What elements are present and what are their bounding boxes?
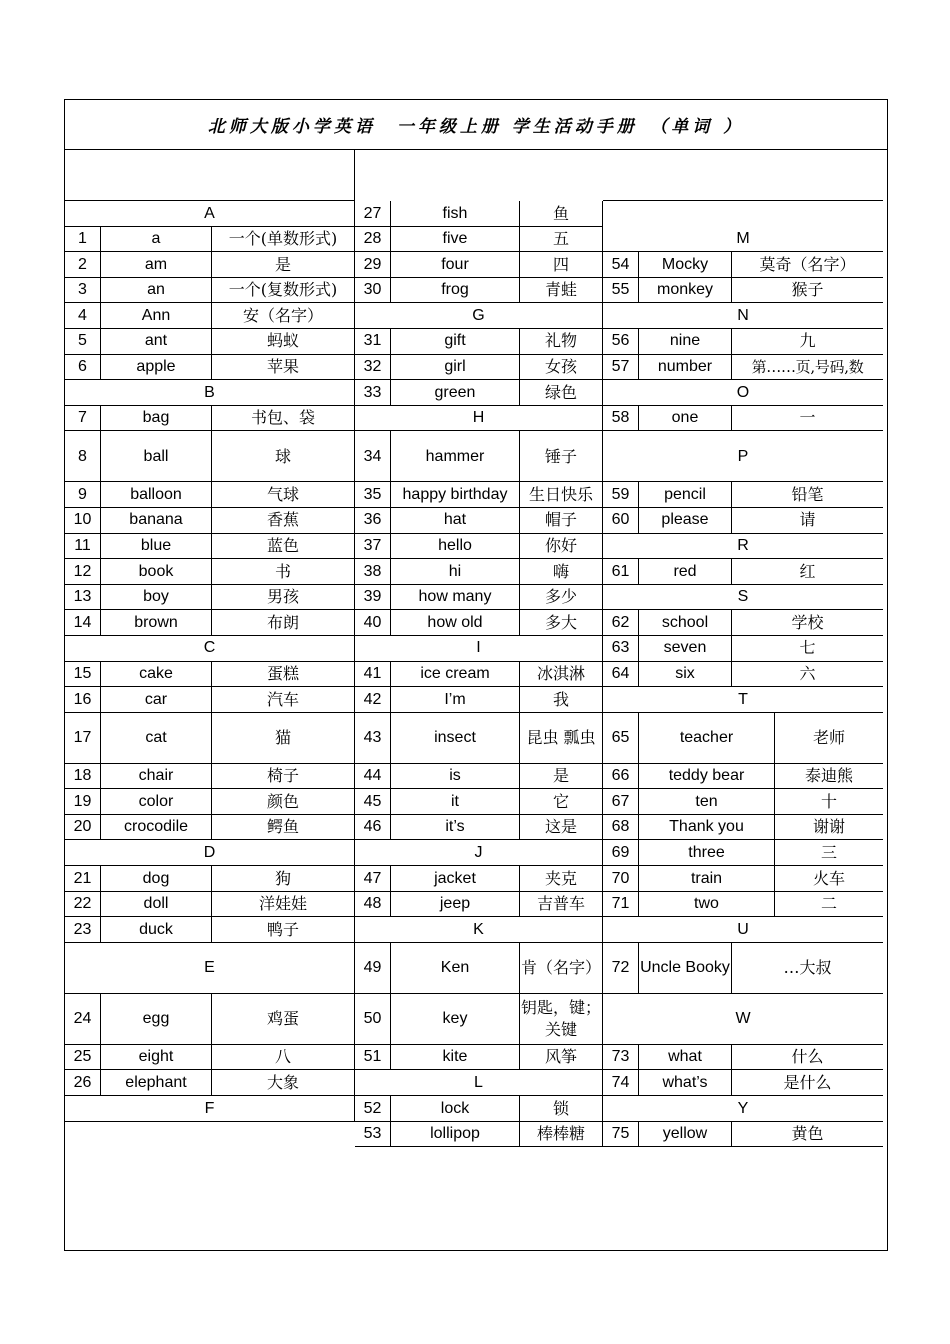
word-english: green	[391, 380, 520, 406]
word-number: 22	[65, 892, 101, 918]
section-header-g: G	[355, 303, 603, 329]
word-english: elephant	[101, 1070, 212, 1096]
word-chinese: 鸡蛋	[212, 994, 355, 1045]
word-english: Uncle Booky	[639, 943, 732, 994]
section-header-a: A	[65, 201, 355, 227]
word-english: chair	[101, 764, 212, 790]
word-english: how many	[391, 585, 520, 611]
word-number: 29	[355, 252, 391, 278]
word-chinese: 生日快乐	[520, 482, 603, 508]
section-header-b: B	[65, 380, 355, 406]
word-english: doll	[101, 892, 212, 918]
word-english: gift	[391, 329, 520, 355]
word-english: jacket	[391, 866, 520, 892]
word-chinese: 一	[732, 406, 883, 432]
word-number: 54	[603, 252, 639, 278]
section-header-j: J	[355, 840, 603, 866]
word-english: frog	[391, 278, 520, 304]
word-chinese: 青蛙	[520, 278, 603, 304]
word-english: egg	[101, 994, 212, 1045]
word-number: 63	[603, 636, 639, 662]
word-number: 9	[65, 482, 101, 508]
word-chinese: 老师	[775, 713, 883, 764]
word-number: 60	[603, 508, 639, 534]
word-number: 48	[355, 892, 391, 918]
word-english: cat	[101, 713, 212, 764]
word-chinese: 书	[212, 559, 355, 585]
word-number: 4	[65, 303, 101, 329]
word-number: 53	[355, 1122, 391, 1148]
word-english: boy	[101, 585, 212, 611]
word-english: Ann	[101, 303, 212, 329]
word-chinese: 七	[732, 636, 883, 662]
word-english: ball	[101, 431, 212, 482]
word-english: an	[101, 278, 212, 304]
word-english: jeep	[391, 892, 520, 918]
word-english: pencil	[639, 482, 732, 508]
word-number: 58	[603, 406, 639, 432]
word-chinese: 汽车	[212, 687, 355, 713]
word-english: am	[101, 252, 212, 278]
word-chinese: 帽子	[520, 508, 603, 534]
word-english: bag	[101, 406, 212, 432]
word-english: car	[101, 687, 212, 713]
word-number: 35	[355, 482, 391, 508]
word-english: happy birthday	[391, 482, 520, 508]
word-chinese: 四	[520, 252, 603, 278]
word-number: 40	[355, 610, 391, 636]
section-header-l: L	[355, 1070, 603, 1096]
word-english: ice cream	[391, 662, 520, 688]
word-english: it’s	[391, 815, 520, 841]
word-chinese: 猴子	[732, 278, 883, 304]
word-chinese: …大叔	[732, 943, 883, 994]
word-number: 6	[65, 355, 101, 381]
word-chinese: 气球	[212, 482, 355, 508]
word-english: nine	[639, 329, 732, 355]
word-number: 50	[355, 994, 391, 1045]
word-english: brown	[101, 610, 212, 636]
word-english: what	[639, 1045, 732, 1071]
word-number: 49	[355, 943, 391, 994]
word-number: 20	[65, 815, 101, 841]
empty-cell	[603, 150, 883, 201]
word-number: 23	[65, 917, 101, 943]
word-number: 16	[65, 687, 101, 713]
word-english: seven	[639, 636, 732, 662]
section-header-d: D	[65, 840, 355, 866]
word-english: hat	[391, 508, 520, 534]
word-number: 37	[355, 534, 391, 560]
word-chinese: 火车	[775, 866, 883, 892]
word-chinese: 鳄鱼	[212, 815, 355, 841]
word-chinese: 男孩	[212, 585, 355, 611]
word-english: four	[391, 252, 520, 278]
word-number: 32	[355, 355, 391, 381]
word-english: number	[639, 355, 732, 381]
section-header-c: C	[65, 636, 355, 662]
word-english: please	[639, 508, 732, 534]
word-english: Ken	[391, 943, 520, 994]
word-number: 62	[603, 610, 639, 636]
word-number: 72	[603, 943, 639, 994]
word-number: 42	[355, 687, 391, 713]
word-number: 15	[65, 662, 101, 688]
section-header-p: P	[603, 431, 883, 482]
word-number: 17	[65, 713, 101, 764]
word-chinese: 这是	[520, 815, 603, 841]
section-header-m: M	[603, 227, 883, 253]
word-number: 44	[355, 764, 391, 790]
word-english: hi	[391, 559, 520, 585]
word-number: 47	[355, 866, 391, 892]
word-english: what’s	[639, 1070, 732, 1096]
word-number: 11	[65, 534, 101, 560]
word-chinese: 一个(复数形式)	[212, 278, 355, 304]
word-chinese: 冰淇淋	[520, 662, 603, 688]
word-chinese: 书包、袋	[212, 406, 355, 432]
word-english: key	[391, 994, 520, 1045]
word-chinese: 三	[775, 840, 883, 866]
empty-cell	[65, 150, 355, 201]
word-number: 57	[603, 355, 639, 381]
word-number: 56	[603, 329, 639, 355]
word-number: 67	[603, 789, 639, 815]
word-english: apple	[101, 355, 212, 381]
word-number: 1	[65, 227, 101, 253]
word-chinese: 蚂蚁	[212, 329, 355, 355]
word-english: balloon	[101, 482, 212, 508]
word-english: red	[639, 559, 732, 585]
word-number: 24	[65, 994, 101, 1045]
word-english: Thank you	[639, 815, 775, 841]
word-number: 28	[355, 227, 391, 253]
word-number: 31	[355, 329, 391, 355]
word-number: 70	[603, 866, 639, 892]
word-number: 61	[603, 559, 639, 585]
word-english: kite	[391, 1045, 520, 1071]
word-number: 71	[603, 892, 639, 918]
word-chinese: 是	[212, 252, 355, 278]
word-chinese: 多大	[520, 610, 603, 636]
word-number: 33	[355, 380, 391, 406]
word-english: eight	[101, 1045, 212, 1071]
word-number: 38	[355, 559, 391, 585]
word-number: 36	[355, 508, 391, 534]
word-number: 19	[65, 789, 101, 815]
word-english: hammer	[391, 431, 520, 482]
word-chinese: 蓝色	[212, 534, 355, 560]
word-english: ten	[639, 789, 775, 815]
section-header-y: Y	[603, 1096, 883, 1122]
word-chinese: 吉普车	[520, 892, 603, 918]
word-english: crocodile	[101, 815, 212, 841]
word-number: 8	[65, 431, 101, 482]
section-header-w: W	[603, 994, 883, 1045]
page-title: 北师大版小学英语 一年级上册 学生活动手册 （单词 ）	[65, 100, 887, 150]
word-english: one	[639, 406, 732, 432]
word-english: I’m	[391, 687, 520, 713]
word-number: 68	[603, 815, 639, 841]
section-header-o: O	[603, 380, 883, 406]
word-number: 30	[355, 278, 391, 304]
word-number: 13	[65, 585, 101, 611]
vocabulary-grid	[65, 150, 887, 1250]
word-english: fish	[391, 201, 520, 227]
word-chinese: 绿色	[520, 380, 603, 406]
word-number: 34	[355, 431, 391, 482]
word-number: 51	[355, 1045, 391, 1071]
word-english: lollipop	[391, 1122, 520, 1148]
word-number: 7	[65, 406, 101, 432]
word-number: 5	[65, 329, 101, 355]
word-english: is	[391, 764, 520, 790]
word-english: how old	[391, 610, 520, 636]
word-english: lock	[391, 1096, 520, 1122]
word-chinese: 香蕉	[212, 508, 355, 534]
word-chinese: 六	[732, 662, 883, 688]
section-header-n: N	[603, 303, 883, 329]
word-chinese: 第……页,号码,数	[732, 355, 883, 381]
word-chinese: 棒棒糖	[520, 1122, 603, 1148]
word-chinese: 女孩	[520, 355, 603, 381]
word-chinese: 莫奇（名字）	[732, 252, 883, 278]
word-english: yellow	[639, 1122, 732, 1148]
vocabulary-table	[64, 99, 888, 1251]
section-header-r: R	[603, 534, 883, 560]
word-chinese: 泰迪熊	[775, 764, 883, 790]
word-english: teacher	[639, 713, 775, 764]
word-english: color	[101, 789, 212, 815]
word-chinese: 一个(单数形式)	[212, 227, 355, 253]
word-chinese: 夹克	[520, 866, 603, 892]
word-english: Mocky	[639, 252, 732, 278]
word-chinese: 洋娃娃	[212, 892, 355, 918]
word-chinese: 昆虫 瓢虫	[520, 713, 603, 764]
word-chinese: 铅笔	[732, 482, 883, 508]
word-number: 69	[603, 840, 639, 866]
word-chinese: 五	[520, 227, 603, 253]
word-number: 65	[603, 713, 639, 764]
word-english: cake	[101, 662, 212, 688]
word-number: 41	[355, 662, 391, 688]
word-english: book	[101, 559, 212, 585]
word-number: 27	[355, 201, 391, 227]
word-number: 26	[65, 1070, 101, 1096]
word-chinese: 安（名字）	[212, 303, 355, 329]
word-english: school	[639, 610, 732, 636]
word-chinese: 锤子	[520, 431, 603, 482]
word-english: insect	[391, 713, 520, 764]
word-chinese: 学校	[732, 610, 883, 636]
word-english: duck	[101, 917, 212, 943]
word-chinese: 鱼	[520, 201, 603, 227]
section-header-u: U	[603, 917, 883, 943]
word-english: monkey	[639, 278, 732, 304]
word-chinese: 谢谢	[775, 815, 883, 841]
word-number: 10	[65, 508, 101, 534]
word-number: 12	[65, 559, 101, 585]
word-chinese: 球	[212, 431, 355, 482]
word-english: banana	[101, 508, 212, 534]
word-chinese: 狗	[212, 866, 355, 892]
word-number: 73	[603, 1045, 639, 1071]
word-english: train	[639, 866, 775, 892]
word-chinese: 颜色	[212, 789, 355, 815]
word-number: 3	[65, 278, 101, 304]
word-number: 74	[603, 1070, 639, 1096]
word-chinese: 什么	[732, 1045, 883, 1071]
word-english: dog	[101, 866, 212, 892]
word-number: 14	[65, 610, 101, 636]
word-chinese: 多少	[520, 585, 603, 611]
word-chinese: 它	[520, 789, 603, 815]
section-header-h: H	[355, 406, 603, 432]
word-chinese: 鸭子	[212, 917, 355, 943]
word-number: 21	[65, 866, 101, 892]
word-chinese: 布朗	[212, 610, 355, 636]
word-chinese: 红	[732, 559, 883, 585]
word-number: 43	[355, 713, 391, 764]
section-header-k: K	[355, 917, 603, 943]
word-chinese: 八	[212, 1045, 355, 1071]
word-number: 46	[355, 815, 391, 841]
word-number: 52	[355, 1096, 391, 1122]
word-chinese: 黄色	[732, 1122, 883, 1148]
word-english: girl	[391, 355, 520, 381]
word-chinese: 猫	[212, 713, 355, 764]
word-english: six	[639, 662, 732, 688]
word-english: ant	[101, 329, 212, 355]
word-number: 64	[603, 662, 639, 688]
word-chinese: 我	[520, 687, 603, 713]
word-english: a	[101, 227, 212, 253]
word-number: 25	[65, 1045, 101, 1071]
word-number: 18	[65, 764, 101, 790]
word-chinese: 锁	[520, 1096, 603, 1122]
word-chinese: 九	[732, 329, 883, 355]
word-english: three	[639, 840, 775, 866]
section-header-i: I	[355, 636, 603, 662]
word-chinese: 礼物	[520, 329, 603, 355]
word-chinese: 大象	[212, 1070, 355, 1096]
section-header-t: T	[603, 687, 883, 713]
section-header-f: F	[65, 1096, 355, 1122]
word-chinese: 二	[775, 892, 883, 918]
word-english: teddy bear	[639, 764, 775, 790]
word-number: 59	[603, 482, 639, 508]
word-chinese: 椅子	[212, 764, 355, 790]
word-chinese: 是	[520, 764, 603, 790]
word-english: hello	[391, 534, 520, 560]
word-english: blue	[101, 534, 212, 560]
word-number: 45	[355, 789, 391, 815]
word-chinese: 十	[775, 789, 883, 815]
word-chinese: 钥匙，键；关键	[520, 994, 603, 1045]
word-chinese: 苹果	[212, 355, 355, 381]
word-number: 66	[603, 764, 639, 790]
word-english: it	[391, 789, 520, 815]
section-header-s: S	[603, 585, 883, 611]
word-chinese: 蛋糕	[212, 662, 355, 688]
word-chinese: 你好	[520, 534, 603, 560]
word-number: 2	[65, 252, 101, 278]
word-chinese: 请	[732, 508, 883, 534]
word-number: 75	[603, 1122, 639, 1148]
word-chinese: 风筝	[520, 1045, 603, 1071]
section-header-e: E	[65, 943, 355, 994]
word-number: 55	[603, 278, 639, 304]
word-chinese: 嗨	[520, 559, 603, 585]
word-number: 39	[355, 585, 391, 611]
word-chinese: 是什么	[732, 1070, 883, 1096]
word-english: two	[639, 892, 775, 918]
word-chinese: 肯（名字）	[520, 943, 603, 994]
word-english: five	[391, 227, 520, 253]
